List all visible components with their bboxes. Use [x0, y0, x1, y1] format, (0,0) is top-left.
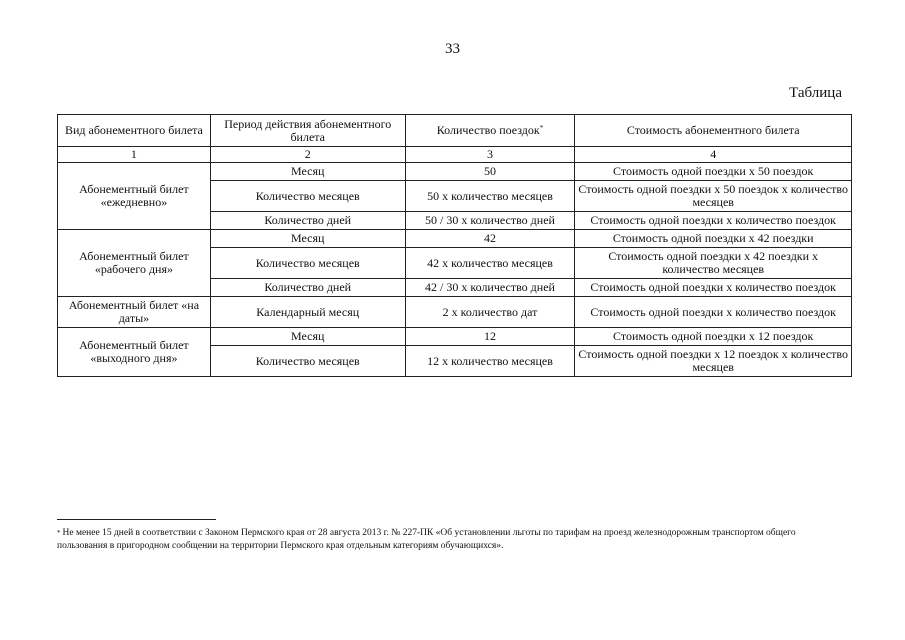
- cost-cell: Стоимость одной поездки х количество поездок: [575, 279, 852, 297]
- column-number: 1: [58, 147, 211, 163]
- header-validity-period: Период действия абонементного билета: [210, 115, 405, 147]
- header-trip-count: [405, 115, 575, 147]
- cost-cell: Стоимость одной поездки х 12 поездок: [575, 328, 852, 346]
- table-header-row: [58, 115, 852, 147]
- header-ticket-type: Вид абонементного билета: [58, 115, 211, 147]
- period-cell: Количество месяцев: [210, 248, 405, 279]
- trip-count-cell: 12 х количество месяцев: [405, 346, 575, 377]
- column-number-row: [58, 147, 852, 163]
- cost-cell: Стоимость одной поездки х 50 поездок: [575, 163, 852, 181]
- tariff-table: [57, 114, 852, 377]
- period-cell: Количество дней: [210, 212, 405, 230]
- period-cell: Календарный месяц: [210, 297, 405, 328]
- ticket-type-cell: Абонементный билет «ежедневно»: [58, 163, 211, 230]
- footnote: [57, 527, 827, 553]
- table-row: [58, 328, 852, 346]
- ticket-type-cell: Абонементный билет «выходного дня»: [58, 328, 211, 377]
- header-trip-count-label: Количество поездок: [436, 123, 540, 137]
- cost-cell: Стоимость одной поездки х 50 поездок х количество месяцев: [575, 181, 852, 212]
- table-row: [58, 163, 852, 181]
- column-number: 4: [575, 147, 852, 163]
- trip-count-cell: 50 / 30 х количество дней: [405, 212, 575, 230]
- footnote-divider: [57, 519, 216, 520]
- cost-cell: Стоимость одной поездки х 42 поездки: [575, 230, 852, 248]
- trip-count-cell: 50 х количество месяцев: [405, 181, 575, 212]
- period-cell: Месяц: [210, 328, 405, 346]
- trip-count-cell: 12: [405, 328, 575, 346]
- page-number: 33: [445, 41, 460, 57]
- column-number: 3: [405, 147, 575, 163]
- header-footnote-mark: *: [539, 124, 544, 132]
- trip-count-cell: 42 х количество месяцев: [405, 248, 575, 279]
- footnote-text: Не менее 15 дней в соответствии с Законом Пермского края от 28 августа 2013 г. № 227-ПК «Об установлении льготы по тарифам на проезд железнодорожным транспортом общего пользования в пригородном сообщении на территории Пермского края отдельным категориям обучающихся».: [57, 528, 796, 551]
- cost-cell: Стоимость одной поездки х 42 поездки х количество месяцев: [575, 248, 852, 279]
- cost-cell: Стоимость одной поездки х 12 поездок х количество месяцев: [575, 346, 852, 377]
- cost-cell: Стоимость одной поездки х количество поездок: [575, 297, 852, 328]
- period-cell: Месяц: [210, 163, 405, 181]
- table-row: [58, 230, 852, 248]
- period-cell: Количество месяцев: [210, 181, 405, 212]
- header-ticket-cost: Стоимость абонементного билета: [575, 115, 852, 147]
- period-cell: Количество месяцев: [210, 346, 405, 377]
- table-row: [58, 297, 852, 328]
- table-caption: Таблица: [789, 85, 842, 101]
- period-cell: Количество дней: [210, 279, 405, 297]
- trip-count-cell: 2 х количество дат: [405, 297, 575, 328]
- ticket-type-cell: Абонементный билет «на даты»: [58, 297, 211, 328]
- trip-count-cell: 42 / 30 х количество дней: [405, 279, 575, 297]
- footnote-mark: *: [57, 529, 61, 537]
- trip-count-cell: 42: [405, 230, 575, 248]
- period-cell: Месяц: [210, 230, 405, 248]
- column-number: 2: [210, 147, 405, 163]
- trip-count-cell: 50: [405, 163, 575, 181]
- cost-cell: Стоимость одной поездки х количество поездок: [575, 212, 852, 230]
- ticket-type-cell: Абонементный билет «рабочего дня»: [58, 230, 211, 297]
